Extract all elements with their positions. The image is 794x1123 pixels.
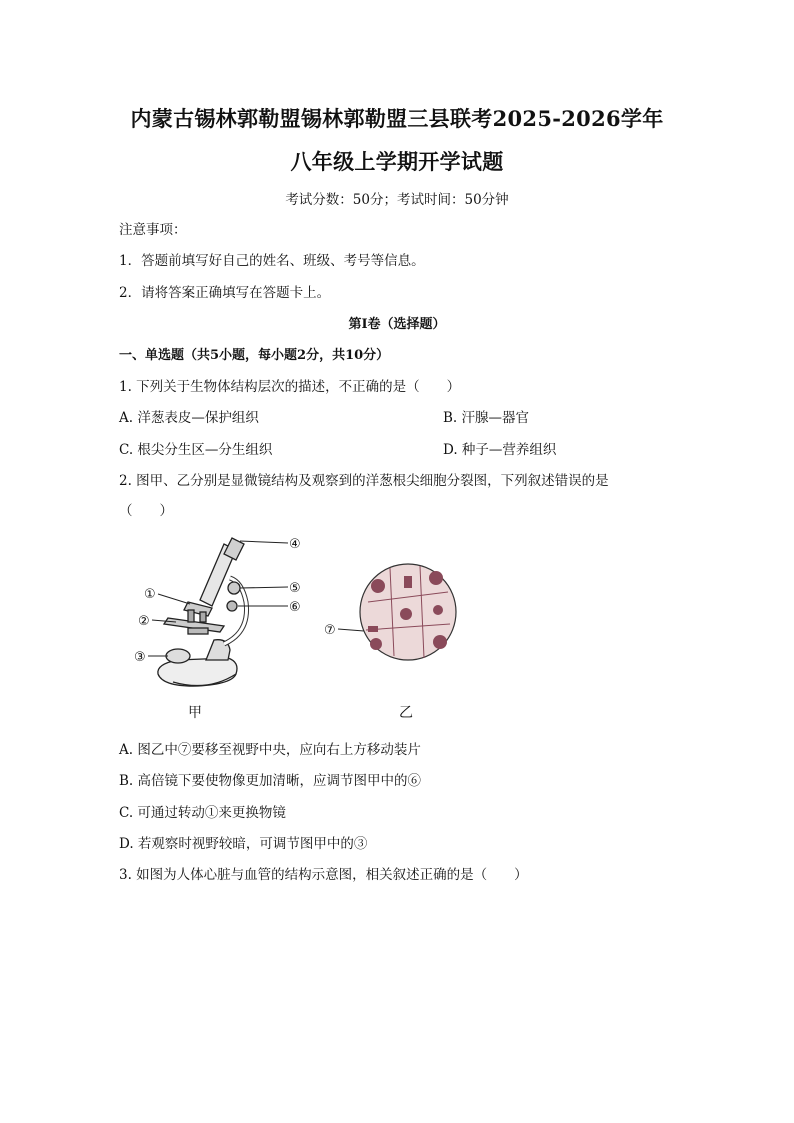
cell-view-drawing <box>360 564 456 660</box>
marker-6: ⑥ <box>289 600 301 615</box>
part-title: 一、单选题（共5小题，每小题2分，共10分） <box>119 348 390 363</box>
q2-stem-continued: （ ） <box>119 503 173 519</box>
leader-lines <box>148 541 364 656</box>
marker-5: ⑤ <box>289 581 301 596</box>
marker-3: ③ <box>134 650 146 665</box>
exam-info: 考试分数：50分；考试时间：50分钟 <box>285 192 509 208</box>
q1-option-b: B. 汗腺—器官 <box>443 410 530 426</box>
q2-figure <box>128 532 468 722</box>
microscope-drawing <box>158 538 247 686</box>
note-item-1: 1．答题前填写好自己的姓名、班级、考号等信息。 <box>119 253 425 269</box>
notes-heading: 注意事项： <box>119 222 187 238</box>
q1-option-a: A. 洋葱表皮—保护组织 <box>119 410 259 426</box>
q2-stem: 2. 图甲、乙分别是显微镜结构及观察到的洋葱根尖细胞分裂图，下列叙述错误的是 <box>119 473 609 489</box>
volume-title: 第I卷（选择题） <box>348 317 446 332</box>
marker-7: ⑦ <box>324 623 336 638</box>
q2-option-a: A. 图乙中⑦要移至视野中央，应向右上方移动装片 <box>119 742 421 758</box>
exam-title-line2: 八年级上学期开学试题 <box>290 149 504 174</box>
marker-2: ② <box>138 614 150 629</box>
q2-option-c: C. 可通过转动①来更换物镜 <box>119 805 286 821</box>
q1-stem: 1. 下列关于生物体结构层次的描述，不正确的是（ ） <box>119 379 461 395</box>
q1-option-c: C. 根尖分生区—分生组织 <box>119 442 273 458</box>
marker-1: ① <box>144 587 156 602</box>
q3-stem: 3. 如图为人体心脏与血管的结构示意图，相关叙述正确的是（ ） <box>119 867 528 883</box>
q2-option-d: D. 若观察时视野较暗，可调节图甲中的③ <box>119 836 368 852</box>
exam-title-line1: 内蒙古锡林郭勒盟锡林郭勒盟三县联考2025-2026学年 <box>130 106 664 131</box>
note-item-2: 2．请将答案正确填写在答题卡上。 <box>119 285 331 301</box>
microscope-and-cells-figure <box>128 532 468 722</box>
figure-label-b: 乙 <box>399 705 413 721</box>
q2-option-b: B. 高倍镜下要使物像更加清晰，应调节图甲中的⑥ <box>119 773 422 789</box>
marker-4: ④ <box>289 537 301 552</box>
figure-label-a: 甲 <box>188 705 202 721</box>
q1-option-d: D. 种子—营养组织 <box>443 442 557 458</box>
